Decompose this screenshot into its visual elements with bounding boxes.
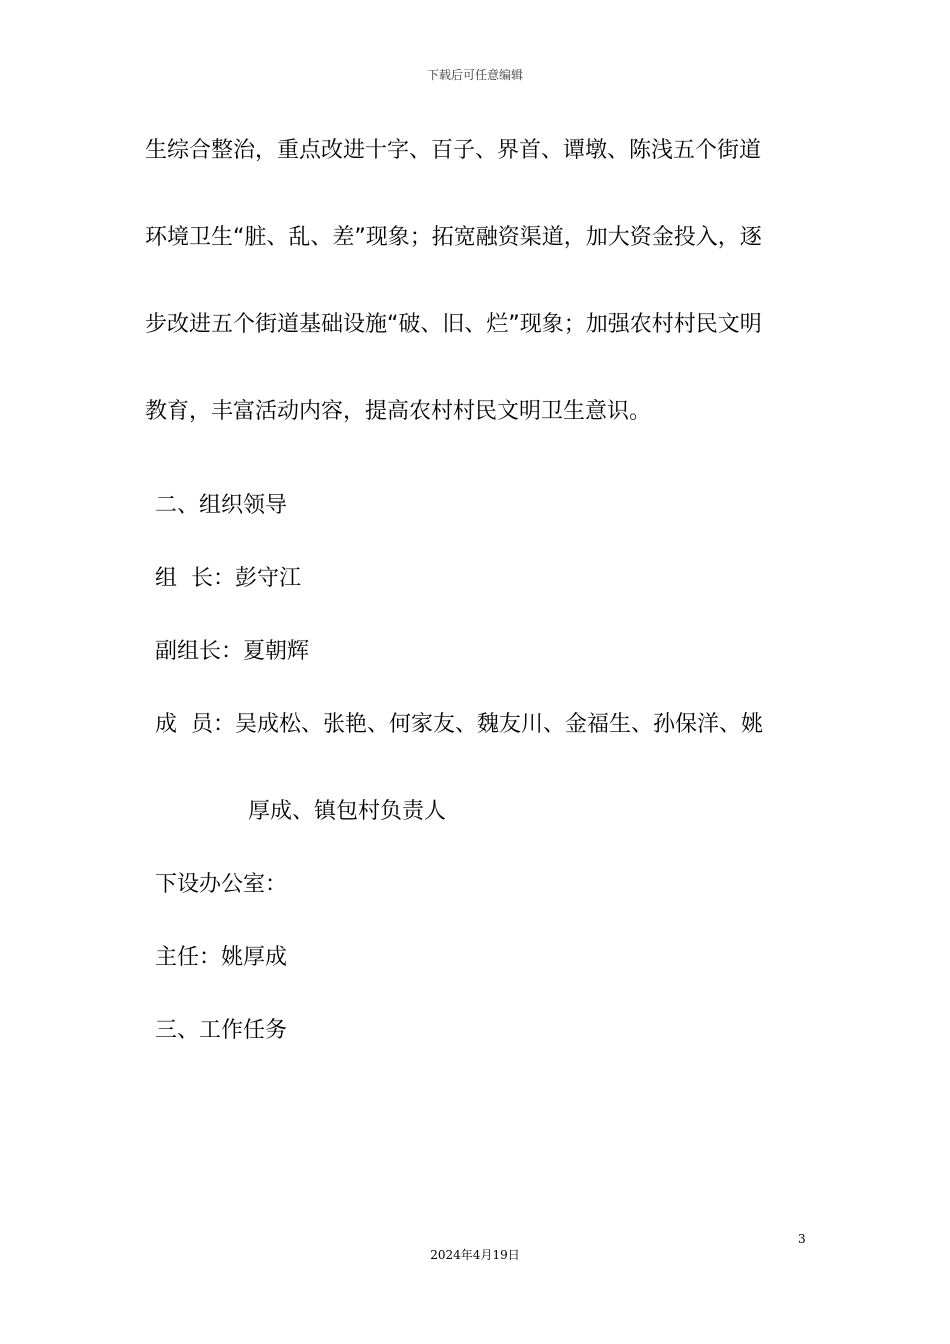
group-leader: 组 长：彭守江 — [155, 566, 301, 591]
paragraph-line-3: 步改进五个街道基础设施“破、旧、烂”现象；加强农村村民文明 — [145, 312, 762, 337]
section-heading-organization: 二、组织领导 — [155, 493, 288, 518]
office-director: 主任：姚厚成 — [155, 945, 288, 970]
paragraph-line-4: 教育，丰富活动内容，提高农村村民文明卫生意识。 — [145, 399, 652, 424]
deputy-leader: 副组长：夏朝辉 — [155, 639, 310, 664]
paragraph-line-2: 环境卫生“脏、乱、差”现象；拓宽融资渠道，加大资金投入，逐 — [145, 225, 762, 250]
section-heading-tasks: 三、工作任务 — [155, 1018, 288, 1043]
paragraph-line-1: 生综合整治，重点改进十字、百子、界首、谭墩、陈浅五个街道 — [145, 138, 762, 163]
page-header: 下载后可任意编辑 — [426, 68, 523, 82]
page-number: 3 — [798, 1232, 806, 1246]
footer-date: 2024年4月19日 — [430, 1248, 520, 1262]
office-label: 下设办公室： — [155, 872, 288, 897]
members-line-2: 厚成、镇包村负责人 — [248, 799, 447, 824]
members-line-1: 成 员：吴成松、张艳、何家友、魏友川、金福生、孙保洋、姚 — [155, 712, 763, 737]
